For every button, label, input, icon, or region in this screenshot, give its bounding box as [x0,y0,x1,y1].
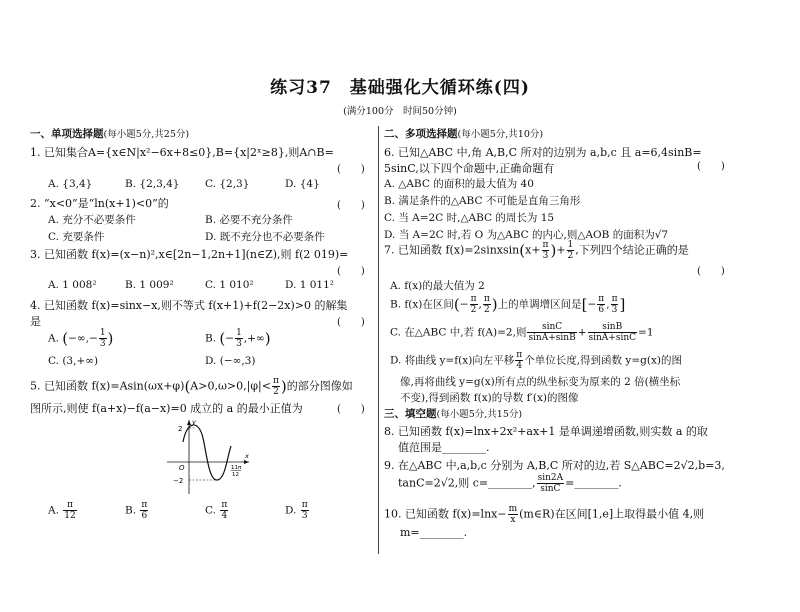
q4-option-b: B. (− $\frac{1}{3}$ ,+∞) [205,328,271,349]
q4-option-d: D. (−∞,3) [205,355,256,367]
x-tick-numerator: 11π [231,465,242,471]
y-axis-arrow [187,420,191,425]
q4-option-a: A. (−∞,− $\frac{1}{3}$ ) [48,328,114,349]
q6-option-c: C. 当 A=2C 时,△ABC 的周长为 15 [384,212,555,224]
page-title: 练习37 基础强化大循环练(四) [270,78,530,98]
section-label: 一、单项选择题 [30,128,104,140]
question-10-stem-line1: 10. 已知函数 f(x)=lnx− $\frac{m}{x}$ (m∈R)在区间[1,e]上取得最小值 4,则 [384,504,705,525]
q2-option-d: D. 既不充分也不必要条件 [205,231,325,243]
q6-option-d: D. 当 A=2C 时,若 O 为△ABC 的内心,则△AOB 的面积为√7 [384,229,669,241]
q3-option-c: C. 1 010² [205,279,254,291]
q1-option-b: B. {2,3,4} [125,178,180,190]
question-5-stem-line1: 5. 已知函数 f(x)=Asin(ωx+φ)(A>0,ω>0,|φ|< $\frac{\pi}{2}$ )的部分图像如 [30,376,353,397]
q3-option-a: A. 1 008² [48,279,97,291]
question-1-answer-paren: ( ) [337,164,365,175]
section-heading-multiple-choice [384,126,543,141]
q3-option-d: D. 1 011² [285,279,334,291]
q2-option-b: B. 必要不充分条件 [205,214,293,226]
question-10-stem-line2: m=________. [400,526,468,539]
q7-option-c: C. 在△ABC 中,若 f(A)=2,则 $\frac{\sin C}{\sin A+\sin B}$ + $\frac{\sin B}{\sin A+\sin C}$ =1 [390,322,654,343]
section-note: (每小题5分,共25分) [103,129,190,140]
question-5-answer-paren: ( ) [337,404,365,415]
question-8-stem-line2: 值范围是________. [398,441,490,454]
question-7-answer-paren: ( ) [697,266,725,277]
question-4-answer-paren: ( ) [337,317,365,328]
question-6-answer-paren: ( ) [697,161,725,172]
question-7-stem: 7. 已知函数 f(x)=2sinxsin(x+ $\frac{\pi}{3}$ )+ $\frac{1}{2}$ ,下列四个结论正确的是 [384,240,689,261]
question-3-answer-paren: ( ) [337,266,365,277]
question-2-answer-paren: ( ) [337,200,365,211]
q6-option-a: A. △ABC 的面积的最大值为 40 [384,178,534,190]
question-1-stem: 1. 已知集合A={x∈N|x²−6x+8≤0},B={x|2ˣ≥8},则A∩B= [30,146,334,159]
y-tick-top: 2 [178,425,183,433]
q1-option-d: D. {4} [285,178,320,190]
q1-option-a: A. {3,4} [48,178,93,190]
origin-label: O [179,464,185,472]
question-4-stem-line2: 是 [30,315,41,328]
sine-graph-figure [165,418,255,496]
question-4-stem-line1: 4. 已知函数 f(x)=sinx−x,则不等式 f(x+1)+f(2−2x)>0 的解集 [30,299,348,312]
question-9-stem-line1: 9. 在△ABC 中,a,b,c 分别为 A,B,C 所对的边,若 S△ABC=2√2,b=3, [384,459,725,472]
section-label: 二、多项选择题 [384,128,458,140]
section-note: (每小题5分,共15分) [436,409,523,420]
q5-option-b: B. $\frac{\pi}{6}$ [125,500,148,521]
q4-option-c: C. (3,+∞) [48,355,99,367]
q7-option-d-line2: 像,再将曲线 y=g(x)所有点的纵坐标变为原来的 2 倍(横坐标 [400,376,681,388]
section-heading-single-choice [30,126,189,141]
column-divider [378,126,379,554]
question-2-stem: 2. “x<0”是“ln(x+1)<0”的 [30,197,169,210]
q5-option-c: C. $\frac{\pi}{4}$ [205,500,228,521]
question-6-stem-line2: 5sinC,以下四个命题中,正确命题有 [384,162,555,175]
question-3-stem: 3. 已知函数 f(x)=(x−n)²,x∈[2n−1,2n+1](n∈Z),则 f(2 019)= [30,248,349,261]
question-6-stem-line1: 6. 已知△ABC 中,角 A,B,C 所对的边别为 a,b,c 且 a=6,4sinB= [384,146,702,159]
section-note: (每小题5分,共10分) [457,129,544,140]
q2-option-a: A. 充分不必要条件 [48,214,136,226]
q6-option-b: B. 满足条件的△ABC 不可能是直角三角形 [384,195,581,207]
x-axis-label: x [245,452,249,460]
q7-option-b: B. f(x)在区间(− $\frac{\pi}{2}$ , $\frac{\pi}{2}$ )上的单调增区间是[− $\frac{\pi}{6}$ , $\frac{\pi}{3}$ ] [390,294,626,315]
q5-option-a: A. $\frac{\pi}{12}$ [48,500,76,521]
section-heading-fill-blank [384,406,522,421]
q7-option-d-line1: D. 将曲线 y=f(x)向左平移 $\frac{\pi}{4}$ 个单位长度,得到函数 y=g(x)的图 [390,350,682,371]
question-8-stem-line1: 8. 已知函数 f(x)=lnx+2x²+ax+1 是单调递增函数,则实数 a 的取 [384,425,708,438]
q3-option-b: B. 1 009² [125,279,174,291]
section-label: 三、填空题 [384,408,437,420]
y-tick-bottom: −2 [173,477,184,485]
q7-option-d-line3: 不变),得到函数 f(x)的导数 f′(x)的图像 [400,392,579,404]
y-axis-label: y [192,418,196,426]
q1-option-c: C. {2,3} [205,178,250,190]
question-9-stem-line2: tanC=2√2,则 c=________, $\frac{\sin 2A}{\sin C}$ =________. [398,473,622,494]
x-tick-denominator: 12 [232,472,239,478]
q5-option-d: D. $\frac{\pi}{3}$ [285,500,308,521]
question-5-stem-line2: 图所示,则使 f(a+x)−f(a−x)=0 成立的 a 的最小正值为 [30,402,303,415]
page-subtitle: (满分100分 时间50分钟) [343,106,457,117]
sine-curve [183,425,231,480]
q7-option-a: A. f(x)的最大值为 2 [390,280,485,292]
x-axis-arrow [244,460,249,464]
q2-option-c: C. 充要条件 [48,231,105,243]
